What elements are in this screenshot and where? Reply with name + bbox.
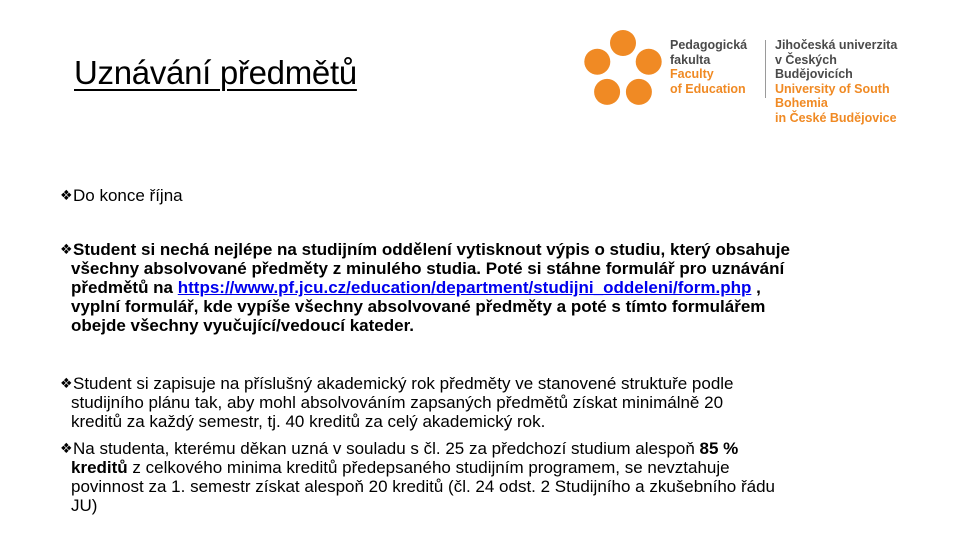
bullet-line: Student si zapisuje na příslušný akademický rok předměty ve stanovené struktuře podle [73,374,734,393]
faculty-name [670,38,747,96]
bullet-line: vyplní formulář, kde vypíše všechny absolvované předměty a poté s tímto formulářem [71,297,766,316]
flower-logo-icon [583,30,663,110]
bullet-line: všechny absolvované předměty z minulého studia. Poté si stáhne formulář pro uznávání [71,259,785,278]
faculty-cz-line1: Pedagogická [670,38,748,52]
bullet-credit-recognition [60,439,910,515]
diamond-bullet-icon: ❖ [60,187,73,203]
bullet-text: předmětů na [71,278,178,297]
bullet-line: Student si nechá nejlépe na studijním oddělení vytisknout výpis o studiu, který obsahuje [73,240,790,259]
faculty-logo [583,30,913,125]
bold-credits: kreditů [71,458,128,477]
university-name [775,38,913,125]
bullet-study-record [60,240,905,335]
bullet-line [60,458,910,477]
bullet-line [60,439,910,458]
bullet-deadline [60,186,900,205]
bullet-line: kreditů za každý semestr, tj. 40 kreditů za celý akademický rok. [71,412,546,431]
faculty-en-line1: Faculty [670,67,714,81]
diamond-bullet-icon: ❖ [60,375,73,391]
bold-percentage: 85 % [699,439,739,458]
bullet-line: JU) [71,496,98,515]
form-link[interactable]: https://www.pf.jcu.cz/education/department/studijni_oddeleni/form.php [177,278,752,297]
bullet-text: , [751,278,761,297]
uni-en-line2: in České Budějovice [775,110,897,125]
bullet-text: Na studenta, kterému děkan uzná v souladu s čl. 25 za předchozí studium alespoň [73,439,700,458]
bullet-line [60,278,905,297]
uni-cz-line1: Jihočeská univerzita [775,38,898,52]
diamond-bullet-icon: ❖ [60,241,73,257]
page-title: Uznávání předmětů [74,54,357,91]
bullet-line: povinnost za 1. semestr získat alespoň 20 kreditů (čl. 24 odst. 2 Studijního a zkušebního řádu [71,477,776,496]
bullet-text: z celkového minima kreditů předepsaného studijním programem, se nevztahuje [127,458,730,477]
bullet-enrollment [60,374,905,431]
faculty-en-line2: of Education [670,81,746,96]
bullet-line: studijního plánu tak, aby mohl absolvováním zapsaných předmětů získat minimálně 20 [71,393,724,412]
faculty-cz-line2: fakulta [670,52,711,67]
diamond-bullet-icon: ❖ [60,440,73,456]
uni-cz-line2: v Českých Budějovicích [775,52,853,81]
logo-divider [765,40,766,98]
bullet-text: Do konce října [73,186,183,205]
bullet-line: obejde všechny vyučující/vedoucí kateder. [71,316,414,335]
uni-en-line1: University of South Bohemia [775,81,890,110]
